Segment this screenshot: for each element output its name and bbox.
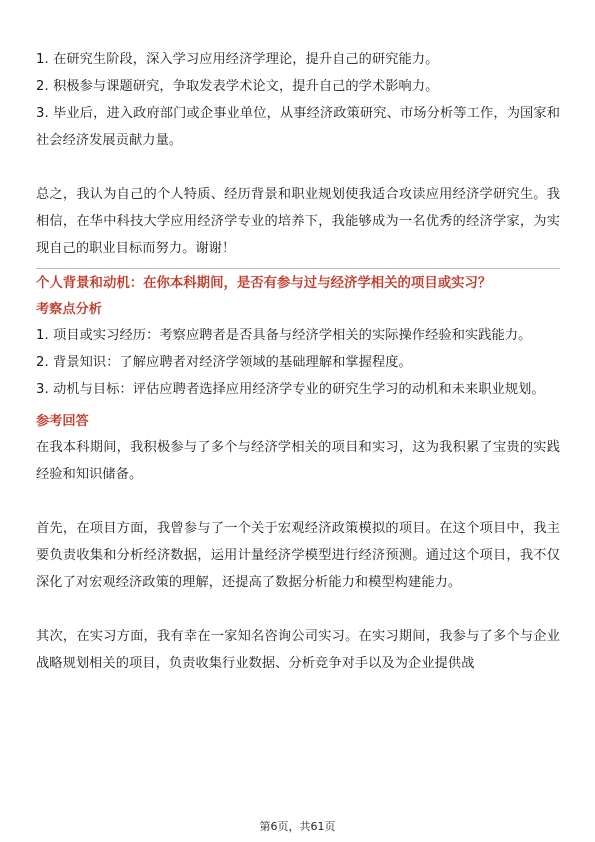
document-body [36, 46, 560, 677]
page-number-footer: 第6页，共61页 [259, 820, 336, 833]
analysis-item-3: 3. 动机与目标：评估应聘者选择应用经济学专业的研究生学习的动机和未来职业规划。 [36, 382, 545, 397]
goal-item-3: 3. 毕业后，进入政府部门或企事业单位，从事经济政策研究、市场分析等工作，为国家和社会经济发展贡献力量。 [36, 106, 560, 148]
answer-paragraph-1: 在我本科期间，我积极参与了多个与经济学相关的项目和实习，这为我积累了宝贵的实践经验和知识储备。 [36, 440, 560, 482]
answer-paragraph-2: 首先，在项目方面，我曾参与了一个关于宏观经济政策模拟的项目。在这个项目中，我主要负责收集和分析经济数据，运用计量经济学模型进行经济预测。通过这个项目，我不仅深化了对宏观经济政策的理解，还提高了数据分析能力和模型构建能力。 [36, 521, 560, 590]
answer-paragraph-3: 其次，在实习方面，我有幸在一家知名咨询公司实习。在实习期间，我参与了多个与企业战略规划相关的项目，负责收集行业数据、分析竞争对手以及为企业提供战 [36, 629, 560, 671]
goal-item-2: 2. 积极参与课题研究，争取发表学术论文，提升自己的学术影响力。 [36, 79, 439, 94]
analysis-item-1: 1. 项目或实习经历：考察应聘者是否具备与经济学相关的实际操作经验和实践能力。 [36, 328, 532, 343]
conclusion-paragraph: 总之，我认为自己的个人特质、经历背景和职业规划使我适合攻读应用经济学研究生。我相信，在华中科技大学应用经济学专业的培养下，我能够成为一名优秀的经济学家，为实现自己的职业目标而努力。谢谢！ [36, 187, 560, 256]
goal-item-1: 1. 在研究生阶段，深入学习应用经济学理论，提升自己的研究能力。 [36, 52, 439, 67]
answer-heading: 参考回答 [36, 414, 89, 429]
question-heading: 个人背景和动机：在你本科期间，是否有参与过与经济学相关的项目或实习？ [36, 276, 492, 291]
analysis-heading: 考察点分析 [36, 302, 102, 317]
section-divider [36, 268, 560, 269]
analysis-item-2: 2. 背景知识：了解应聘者对经济学领域的基础理解和掌握程度。 [36, 355, 412, 370]
